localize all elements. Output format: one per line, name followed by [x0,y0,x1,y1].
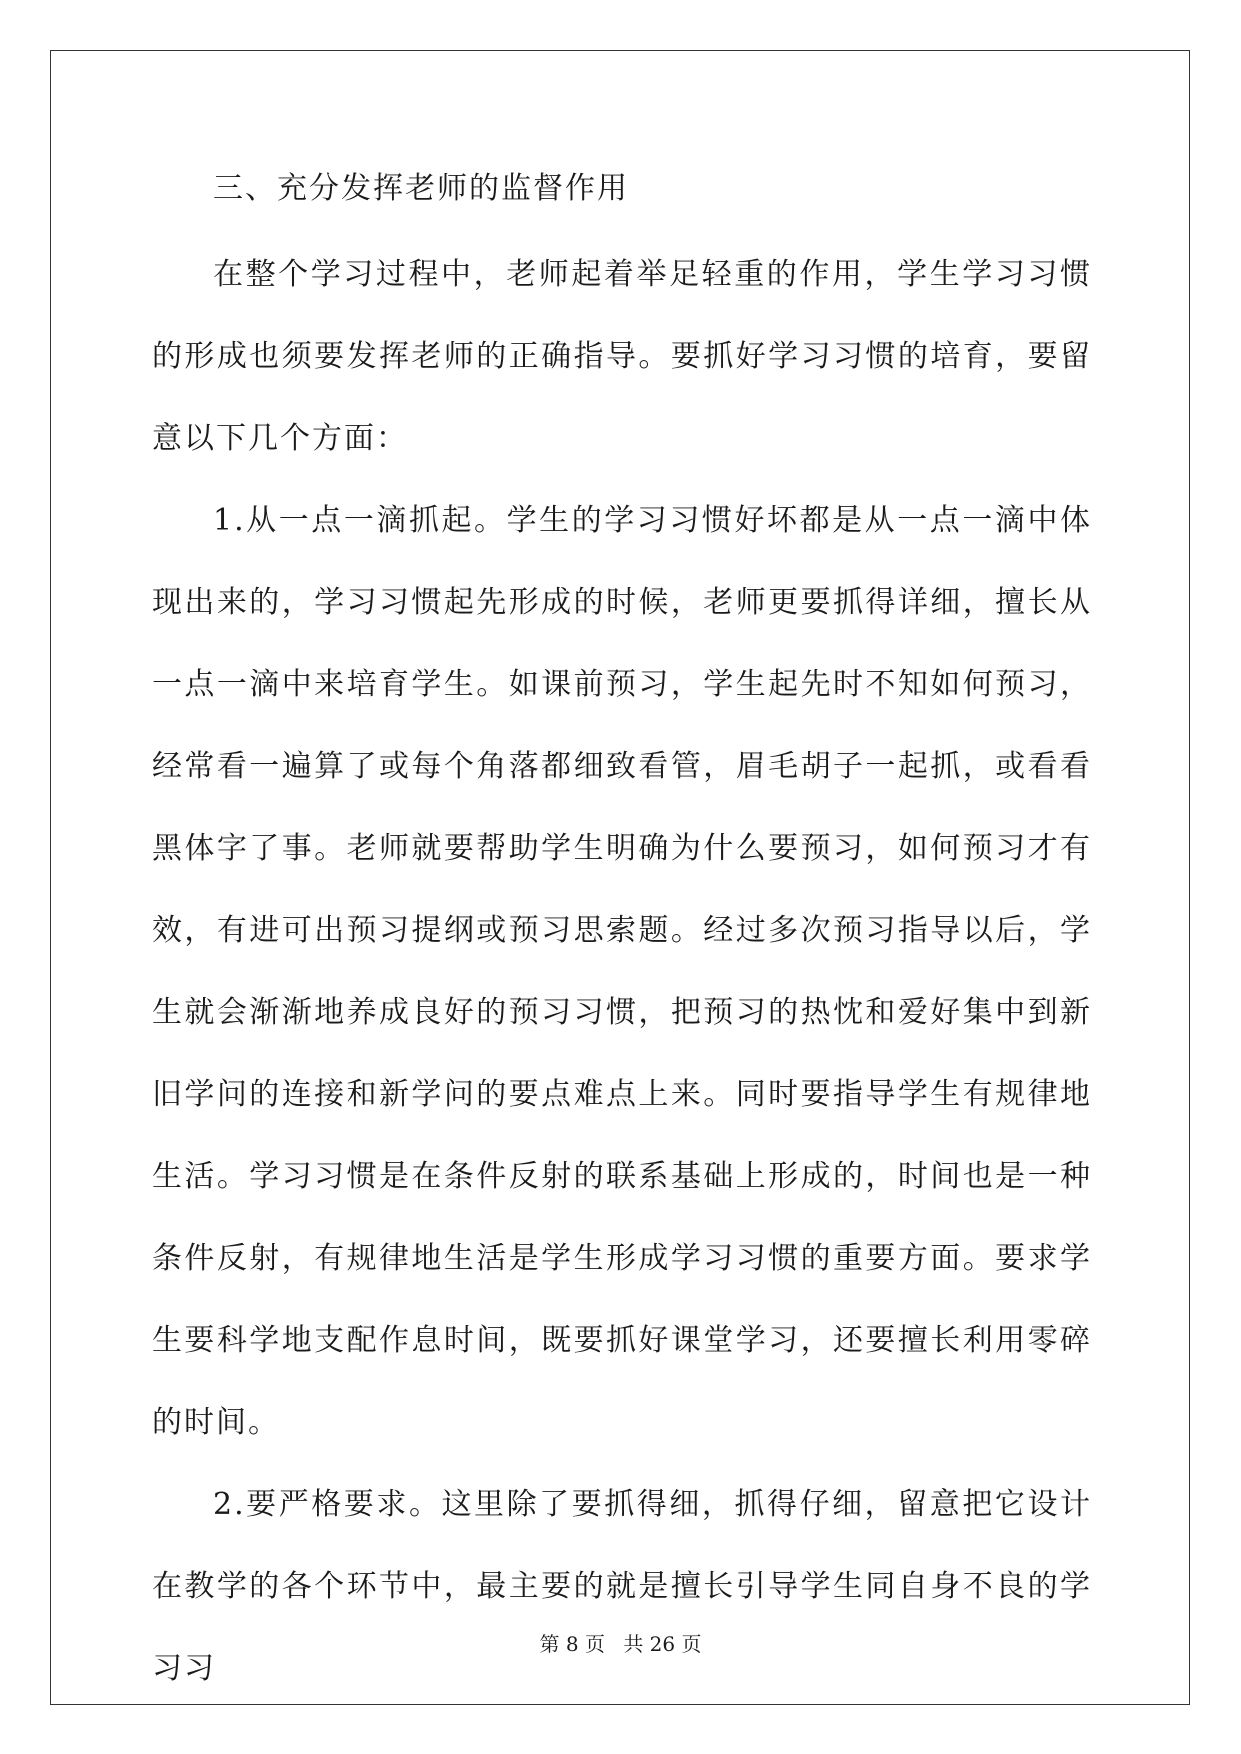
page-footer [0,1628,1241,1657]
page-total: 共 26 页 [623,1632,702,1656]
paragraph-item-2: 2.要严格要求。这里除了要抓得细，抓得仔细，留意把它设计在教学的各个环节中，最主要的就是擅长引导学生同自身不良的学习习 [152,1487,1092,1686]
page-number: 第 8 页 [539,1632,605,1656]
section-heading: 三、充分发挥老师的监督作用 [213,171,629,206]
paragraph-intro: 在整个学习过程中，老师起着举足轻重的作用，学生学习习惯的形成也须要发挥老师的正确指导。要抓好学习习惯的培育，要留意以下几个方面： [152,257,1092,456]
body-paragraphs [152,234,1092,1710]
paragraph-item-1: 1.从一点一滴抓起。学生的学习习惯好坏都是从一点一滴中体现出来的，学习习惯起先形成的时候，老师更要抓得详细，擅长从一点一滴中来培育学生。如课前预习，学生起先时不知如何预习，经常看一遍算了或每个角落都细致看管，眉毛胡子一起抓，或看看黑体字了事。老师就要帮助学生明确为什么要预习，如何预习才有效，有进可出预习提纲或预习思索题。经过多次预习指导以后，学生就会渐渐地养成良好的预习习惯，把预习的热忱和爱好集中到新旧学问的连接和新学问的要点难点上来。同时要指导学生有规律地生活。学习习惯是在条件反射的联系基础上形成的，时间也是一种条件反射，有规律地生活是学生形成学习习惯的重要方面。要求学生要科学地支配作息时间，既要抓好课堂学习，还要擅长利用零碎的时间。 [152,503,1092,1440]
